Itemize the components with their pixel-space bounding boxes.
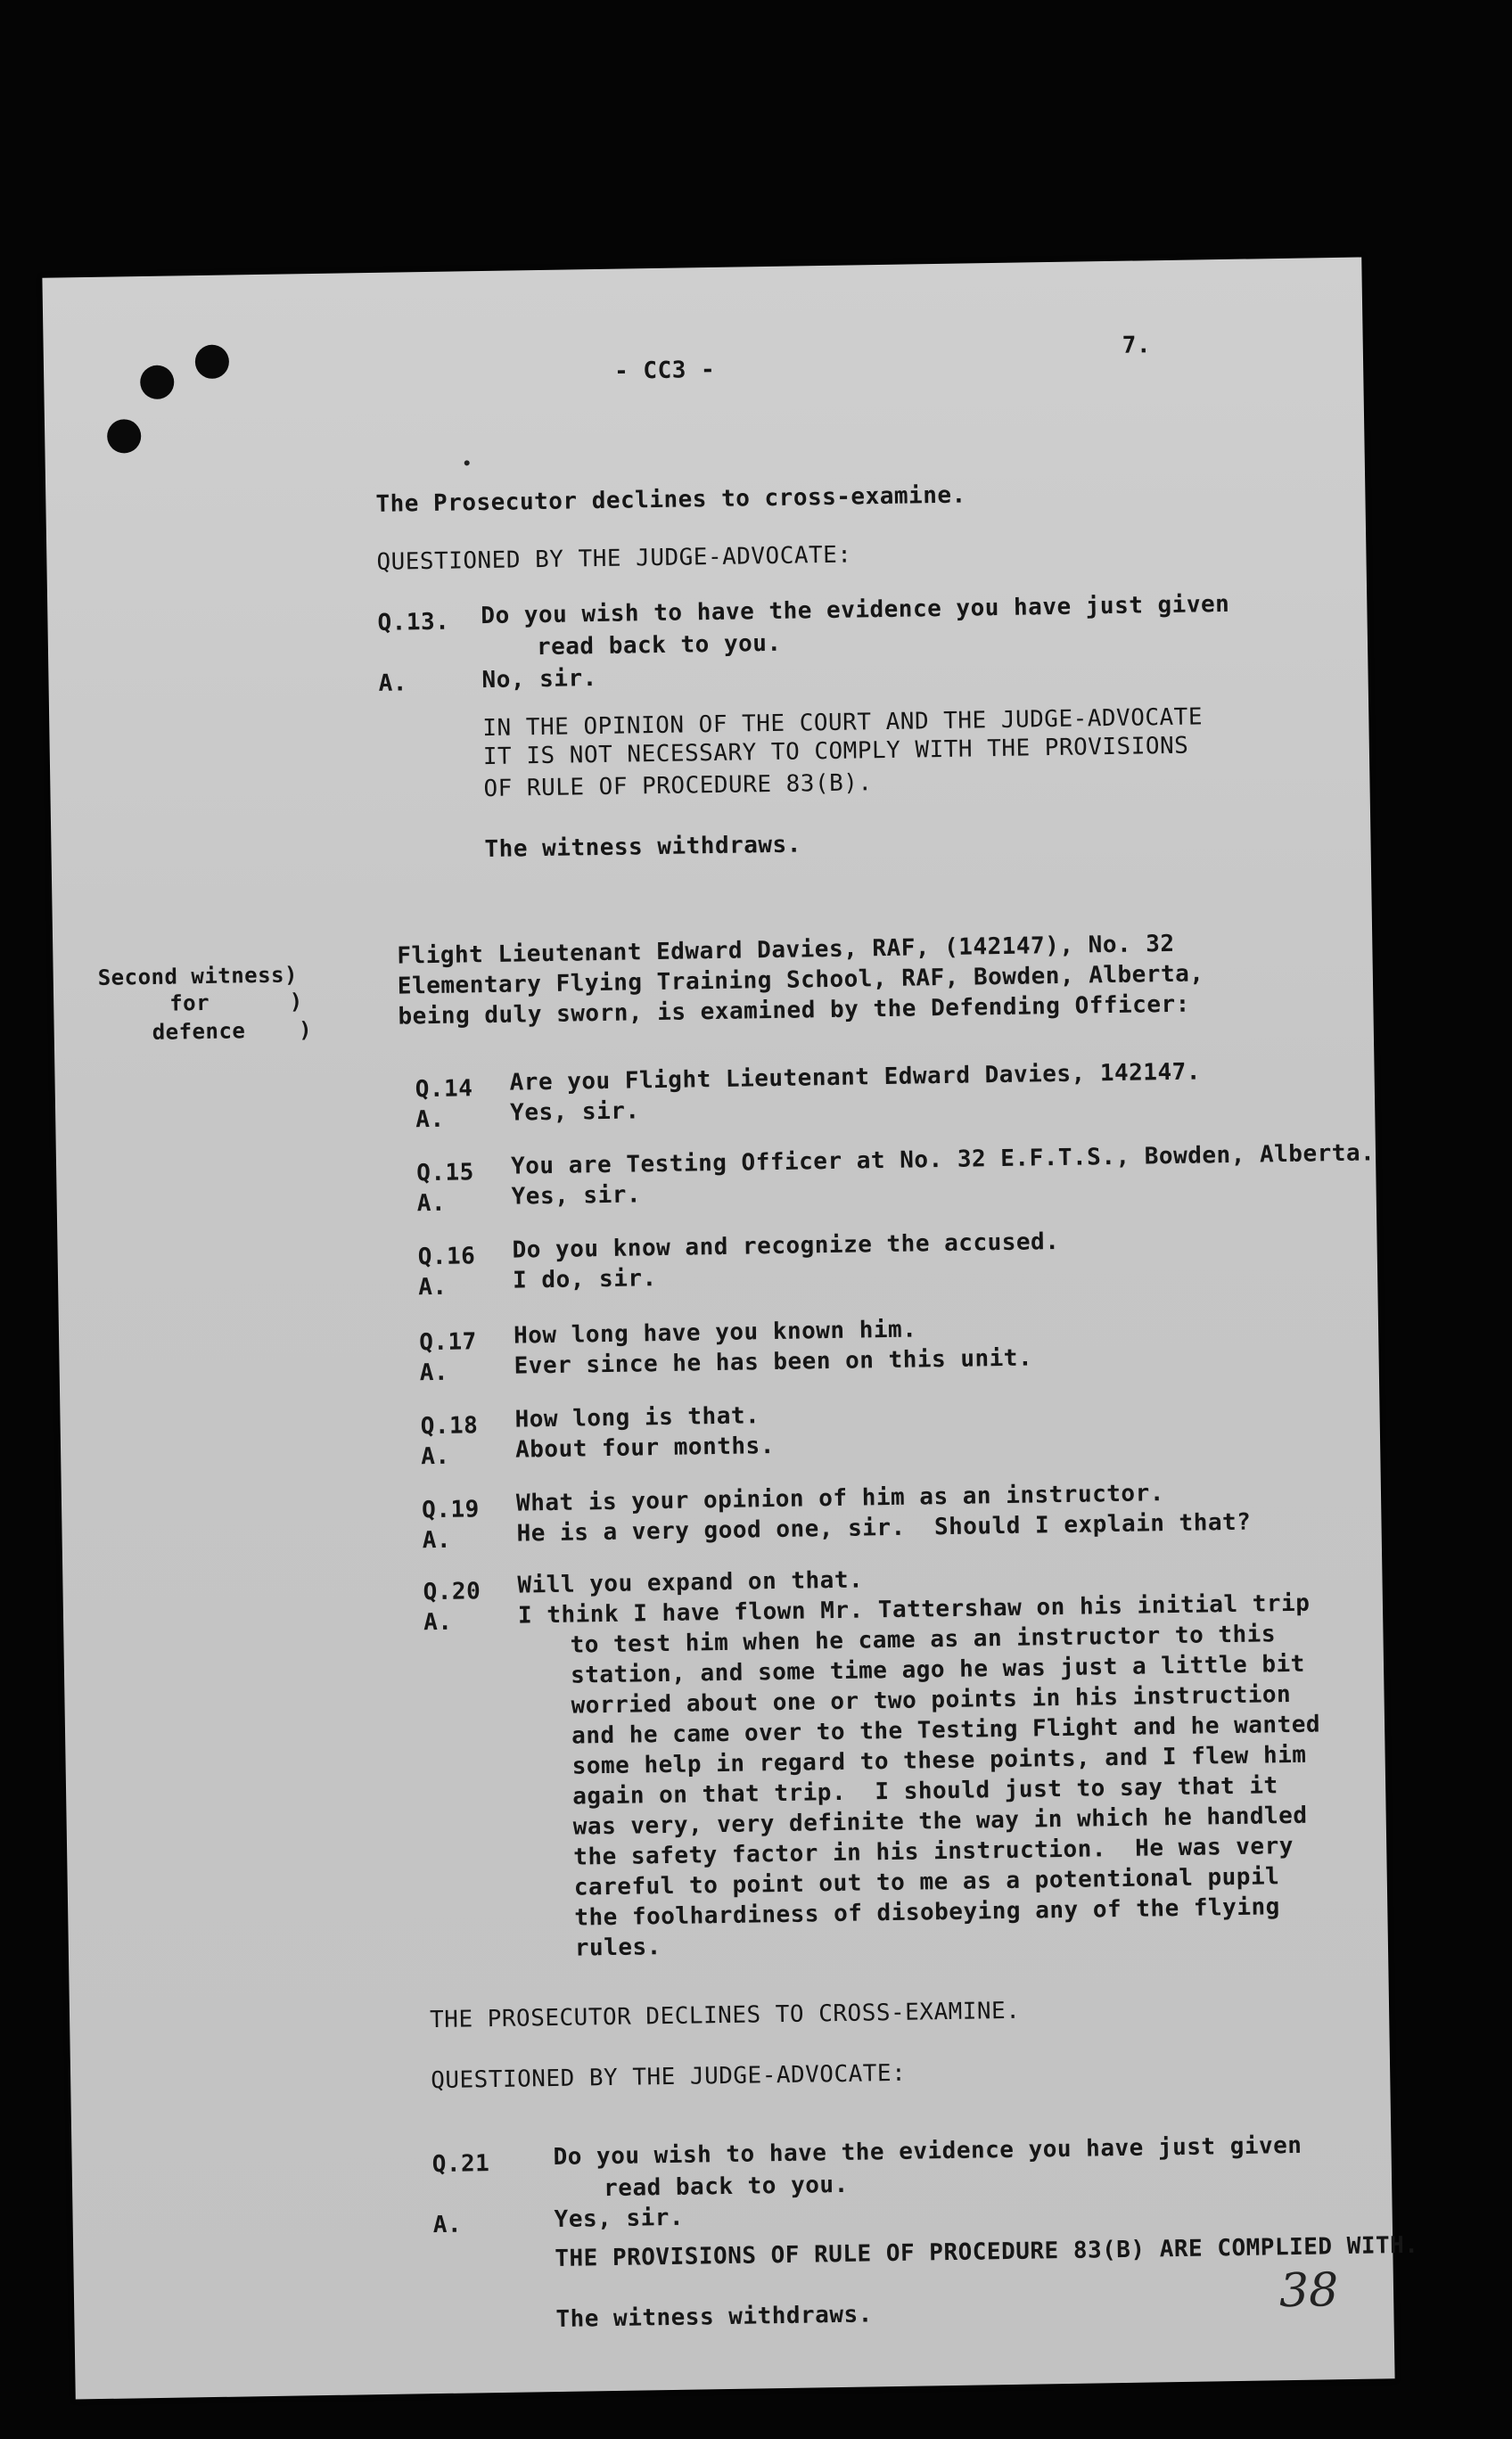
answer-line: was very, very definite the way in which he handled xyxy=(572,1802,1308,1841)
answer-label: A. xyxy=(418,1273,448,1302)
answer-label: A. xyxy=(419,1359,449,1387)
question-number: Q.21 xyxy=(431,2150,490,2179)
question-number: Q.20 xyxy=(423,1578,481,1606)
punch-hole xyxy=(195,344,230,379)
question-text: Do you wish to have the evidence you have just given xyxy=(481,590,1230,630)
answer-text: Yes, sir. xyxy=(554,2204,685,2234)
folio-number: 38 xyxy=(1278,2263,1339,2319)
answer-label: A. xyxy=(423,1608,453,1637)
question-text: You are Testing Officer at No. 32 E.F.T.S., Bowden, Alberta. xyxy=(510,1139,1376,1180)
answer-line: I think I have flown Mr. Tattershaw on his initial trip xyxy=(517,1589,1311,1630)
answer-label: A. xyxy=(378,669,408,697)
answer-line: the foolhardiness of disobeying any of the flying xyxy=(574,1893,1281,1932)
answer-label: A. xyxy=(422,1526,452,1555)
questioned-by-heading: QUESTIONED BY THE JUDGE-ADVOCATE: xyxy=(430,2059,907,2095)
question-text: read back to you. xyxy=(603,2171,849,2203)
answer-line: to test him when he came as an instructor to this xyxy=(570,1621,1277,1659)
question-text: How long is that. xyxy=(514,1402,760,1433)
answer-line: station, and some time ago he was just a little bit xyxy=(570,1650,1306,1689)
answer-line: careful to point out to me as a potentional pupil xyxy=(573,1863,1280,1901)
answer-text: Yes, sir. xyxy=(511,1181,642,1211)
question-number: Q.19 xyxy=(421,1496,481,1524)
question-number: Q.17 xyxy=(418,1328,478,1357)
question-text: Will you expand on that. xyxy=(517,1566,864,1599)
question-number: Q.15 xyxy=(415,1159,475,1187)
provisions-complied: THE PROVISIONS OF RULE OF PROCEDURE 83(B) ARE COMPLIED WITH. xyxy=(555,2231,1419,2273)
answer-text: About four months. xyxy=(514,1433,776,1464)
court-opinion-line: OF RULE OF PROCEDURE 83(B). xyxy=(483,769,873,803)
margin-label: defence ) xyxy=(152,1017,313,1045)
court-opinion-line: IT IS NOT NECESSARY TO COMPLY WITH THE PROVISIONS xyxy=(482,732,1189,771)
document-page xyxy=(42,258,1419,2400)
question-number: Q.18 xyxy=(420,1412,479,1441)
witness-intro-line: Elementary Flying Training School, RAF, Bowden, Alberta, xyxy=(397,960,1204,1000)
page-code: - CC3 - xyxy=(613,356,716,385)
question-text: Do you know and recognize the accused. xyxy=(512,1228,1060,1264)
questioned-by-heading: QUESTIONED BY THE JUDGE-ADVOCATE: xyxy=(376,541,852,576)
margin-label: Second witness) xyxy=(97,962,299,990)
question-number: Q.13. xyxy=(377,608,450,636)
witness-withdraws: The witness withdraws. xyxy=(484,831,802,864)
ink-speck xyxy=(464,460,470,465)
answer-label: A. xyxy=(420,1442,450,1471)
witness-intro-line: being duly sworn, is examined by the Defending Officer: xyxy=(398,990,1191,1031)
question-text: Are you Flight Lieutenant Edward Davies, 142147. xyxy=(509,1058,1202,1096)
question-text: What is your opinion of him as an instructor. xyxy=(515,1480,1165,1517)
answer-line: worried about one or two points in his instruction xyxy=(571,1680,1292,1720)
answer-text: Yes, sir. xyxy=(509,1097,640,1127)
margin-label: for ) xyxy=(168,989,303,1016)
punch-hole xyxy=(107,419,142,454)
court-opinion-line: IN THE OPINION OF THE COURT AND THE JUDGE-ADVOCATE xyxy=(482,703,1204,743)
answer-label: A. xyxy=(415,1105,445,1134)
question-text: read back to you. xyxy=(536,629,782,661)
answer-line: again on that trip. I should just to say that it xyxy=(572,1772,1278,1811)
answer-text: I do, sir. xyxy=(512,1265,657,1294)
answer-line: and he came over to the Testing Flight and he wanted xyxy=(571,1711,1321,1750)
question-text: Do you wish to have the evidence you have just given xyxy=(553,2131,1302,2172)
punch-hole xyxy=(140,365,175,399)
page-number: 7. xyxy=(1122,332,1152,359)
answer-line: the safety factor in his instruction. He was very xyxy=(573,1832,1294,1871)
prosecutor-declines: THE PROSECUTOR DECLINES TO CROSS-EXAMINE. xyxy=(429,1997,1021,2034)
question-text: How long have you known him. xyxy=(513,1316,917,1350)
answer-line: some help in regard to these points, and I flew him xyxy=(571,1741,1307,1780)
witness-withdraws: The witness withdraws. xyxy=(555,2301,874,2334)
witness-intro-line: Flight Lieutenant Edward Davies, RAF, (142147), No. 32 xyxy=(397,930,1175,970)
answer-text: No, sir. xyxy=(481,665,598,694)
prosecutor-declines: The Prosecutor declines to cross-examine. xyxy=(375,481,966,518)
answer-line: rules. xyxy=(574,1934,662,1962)
answer-label: A. xyxy=(432,2211,463,2239)
answer-text: Ever since he has been on this unit. xyxy=(514,1344,1033,1380)
answer-label: A. xyxy=(416,1189,447,1218)
question-number: Q.14 xyxy=(415,1075,473,1104)
answer-text: He is a very good one, sir. Should I explain that? xyxy=(516,1508,1252,1548)
question-number: Q.16 xyxy=(417,1243,476,1271)
